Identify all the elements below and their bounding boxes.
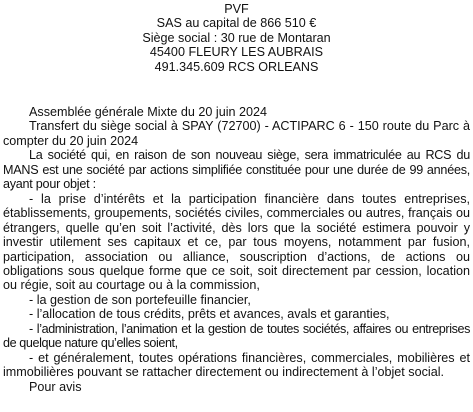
object-item-4: - l’administration, l’animation et la gestion de toutes sociétés, affaires ou entreprises de quelque nature qu’elles soient, [3,321,470,351]
rcs-number: 491.345.609 RCS ORLEANS [154,59,319,74]
notice-body [3,105,470,394]
transfer-paragraph: Transfert du siège social à SPAY (72700) - ACTIPARC 6 - 150 route du Parc à compter du 20 juin 2024 [3,119,470,148]
registered-office: Siège social : 30 rue de Montaran [142,30,331,45]
object-item-1: - la prise d’intérêts et la participation financière dans toutes entreprises, établissements, groupements, sociétés civiles, commerciales ou autres, français ou étrangers, quelle qu’en soit l’activité, dès lors que la société estimera pouvoir y investir utilement ses capitaux et ce, par tous moyens, notamment par fusion, participation, association ou alliance, souscription d’actions, de actions ou obligations sous quelque forme que ce soit, soit directement par cession, location ou régie, soit au courtage ou à la commission, [3,191,470,293]
company-capital: SAS au capital de 866 510 € [156,16,317,31]
object-item-2: - la gestion de son portefeuille financier, [29,292,251,307]
company-name: PVF [224,2,249,16]
assembly-line: Assemblée générale Mixte du 20 juin 2024 [29,105,268,120]
closing-line: Pour avis [29,379,82,394]
office-city: 45400 FLEURY LES AUBRAIS [149,45,324,60]
registration-paragraph: La société qui, en raison de son nouveau siège, sera immatriculée au RCS du MANS est une société par actions simplifiée constituée pour une durée de 99 années, ayant pour objet : [3,148,470,192]
object-item-3: - l’allocation de tous crédits, prêts et avances, avals et garanties, [29,307,390,322]
company-header [3,2,470,74]
object-item-5: - et généralement, toutes opérations financières, commerciales, mobilières et immobilières pouvant se rattacher directement ou indirectement à l’objet social. [3,350,470,380]
